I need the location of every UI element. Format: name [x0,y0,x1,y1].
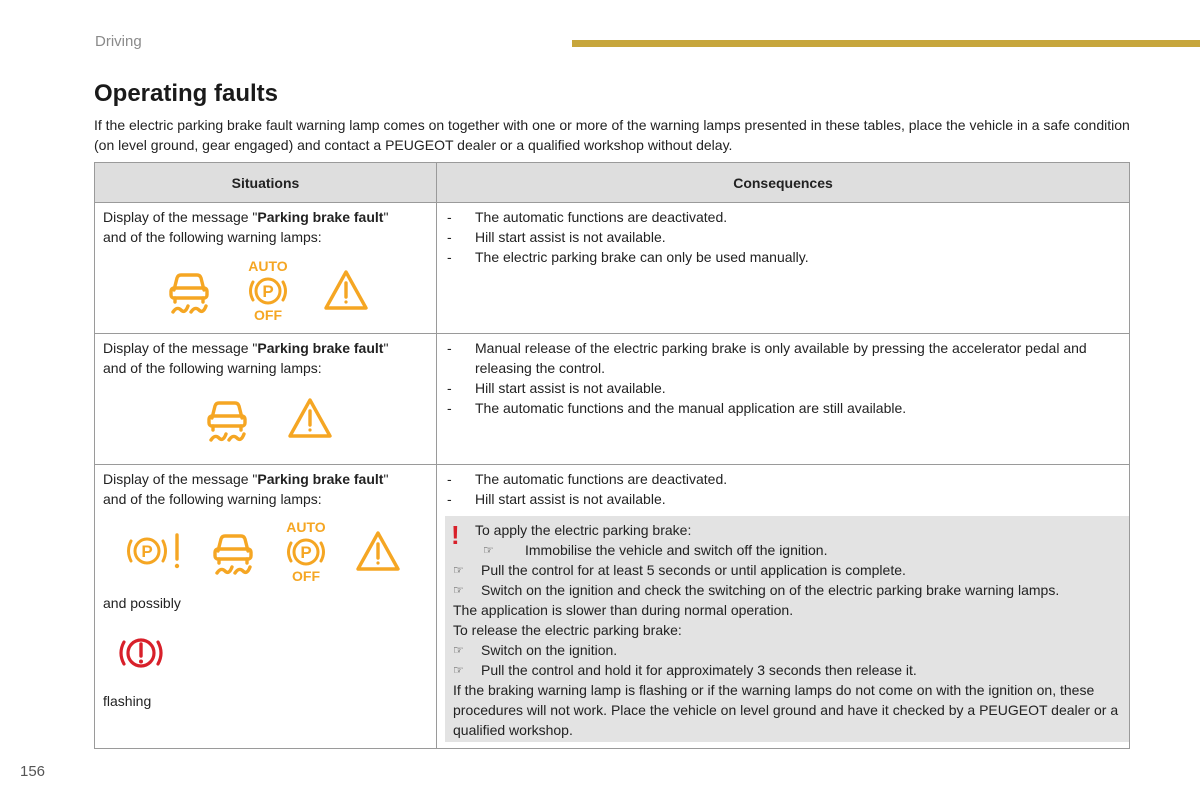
hazard-triangle-icon [323,269,369,311]
intro-paragraph: If the electric parking brake fault warning lamp comes on together with one or more of the warning lamps presented in these tables, place the vehicle in a safe condition (on level ground, gear engaged) and contact a PEUGEOT dealer or a qualified workshop without delay. [94,117,1130,153]
situation-cell [95,203,437,334]
hazard-triangle-icon [287,397,333,439]
skid-warning-icon [203,394,251,442]
svg-text:P: P [141,542,153,561]
exclamation-icon: ! [451,520,460,550]
header-consequences: Consequences [437,163,1130,203]
list-item: - The automatic functions are deactivated. [447,471,728,487]
hand-pointer-icon: ☞ [453,563,464,577]
situation-message-line2: and of the following warning lamps: [103,360,322,376]
list-item: - Manual release of the electric parking brake is only available by pressing the accelerator pedal and releasing the control. [447,340,1087,376]
situation-message: Display of the message "Parking brake fault" [103,340,389,356]
svg-text:AUTO: AUTO [248,258,288,274]
consequence-cell [437,334,1130,465]
header-accent-bar [572,40,1200,47]
list-item: - The electric parking brake can only be used manually. [447,249,809,265]
list-item: - The automatic functions are deactivated. [447,209,728,225]
apply-title: To apply the electric parking brake: [475,522,692,538]
slower-note: The application is slower than during normal operation. [453,602,794,618]
svg-text:OFF: OFF [254,307,282,322]
hand-pointer-icon: ☞ [453,663,464,677]
warning-note [445,516,1129,742]
warning-text: If the braking warning lamp is flashing or if the warning lamps do not come on with the ignition on, these procedures will not work. Place the vehicle on level ground and have it checked by a PEUGEOT dealer or a qualified workshop. [453,682,1119,738]
table-row [95,203,1130,334]
and-possibly-label: and possibly [103,595,181,611]
auto-off-parking-icon [279,519,333,583]
release-title: To release the electric parking brake: [453,622,682,638]
svg-text:P: P [300,543,312,562]
list-item: - The automatic functions and the manual application are still available. [447,400,907,416]
svg-text:P: P [262,282,274,301]
table-row [95,334,1130,465]
list-item: ☞ Switch on the ignition and check the switching on of the electric parking brake warning lamps. [453,582,1060,598]
situation-message: Display of the message "Parking brake fault" [103,209,389,225]
consequence-cell [437,203,1130,334]
hand-pointer-icon: ☞ [453,643,464,657]
situation-message-line2: and of the following warning lamps: [103,491,322,507]
svg-text:OFF: OFF [292,568,320,583]
list-item: ☞ Switch on the ignition. [453,642,618,658]
situation-message-line2: and of the following warning lamps: [103,229,322,245]
situation-cell [95,334,437,465]
hazard-triangle-icon [355,530,401,572]
svg-text:AUTO: AUTO [286,519,326,535]
list-item: ☞ Immobilise the vehicle and switch off the ignition. [483,542,828,558]
list-item: - Hill start assist is not available. [447,491,666,507]
flashing-label: flashing [103,693,152,709]
list-item: - Hill start assist is not available. [447,229,666,245]
skid-warning-icon [165,266,213,314]
page-title: Operating faults [94,80,279,107]
hand-pointer-icon: ☞ [483,543,494,557]
page-number: 156 [20,763,46,780]
section-label: Driving [95,33,142,50]
list-item: - Hill start assist is not available. [447,380,666,396]
consequence-cell [437,465,1130,749]
skid-warning-icon [209,527,257,575]
hand-pointer-icon: ☞ [453,583,464,597]
situation-cell [95,465,437,749]
list-item: ☞ Pull the control for at least 5 seconds or until application is complete. [453,562,906,578]
situation-message: Display of the message "Parking brake fault" [103,471,389,487]
parking-brake-fault-icon [121,529,187,573]
brake-warning-icon [115,633,428,673]
list-item: ☞ Pull the control and hold it for approximately 3 seconds then release it. [453,662,917,678]
auto-off-parking-icon [241,258,295,322]
table-row [95,465,1130,749]
header-situations: Situations [95,163,437,203]
table-header-row [95,163,1130,203]
faults-table [94,162,1130,749]
